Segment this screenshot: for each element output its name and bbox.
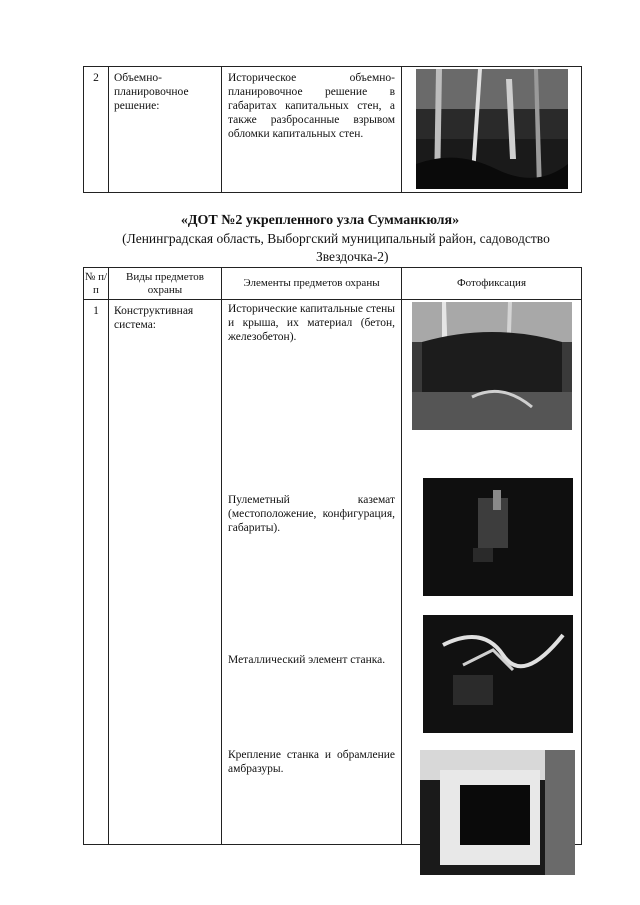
row-number: 2 bbox=[84, 67, 109, 193]
photo-bunker-exterior bbox=[412, 302, 572, 430]
protection-element: Историческое объемно-планировочное решение в габаритах капитальных стен, а также разбросанные взрывом обломки капитальных стен. bbox=[222, 67, 402, 193]
photo-embrasure bbox=[420, 750, 575, 875]
header-num: № п/п bbox=[84, 268, 109, 300]
photo-casemate bbox=[423, 478, 573, 596]
main-table bbox=[83, 267, 582, 845]
photo-metal-element bbox=[423, 615, 573, 733]
photo-cell bbox=[402, 67, 582, 193]
header-kind: Виды предметов охраны bbox=[109, 268, 222, 300]
table-row bbox=[84, 300, 582, 845]
element-metal: Металлический элемент станка. bbox=[228, 654, 386, 666]
photo-cell bbox=[402, 300, 582, 845]
subtitle-line2: Звездочка-2) bbox=[316, 249, 389, 264]
element-walls: Исторические капитальные стены и крыша, их материал (бетон, железобетон). bbox=[228, 303, 395, 343]
header-elements: Элементы предметов охраны bbox=[222, 268, 402, 300]
protection-kind: Конструктивная система: bbox=[109, 300, 222, 845]
top-table bbox=[83, 66, 582, 193]
subtitle-line1: (Ленинградская область, Выборгский муниципальный район, садоводство bbox=[122, 231, 550, 246]
table-row bbox=[84, 67, 582, 193]
protection-elements bbox=[222, 300, 402, 845]
page-title: «ДОТ №2 укрепленного узла Сумманкюля» bbox=[180, 213, 460, 228]
protection-kind: Объемно-планировочное решение: bbox=[109, 67, 222, 193]
header-photo: Фотофиксация bbox=[402, 268, 582, 300]
element-embrasure: Крепление станка и обрамление амбразуры. bbox=[228, 749, 395, 775]
photo-ruins-forest bbox=[416, 69, 568, 189]
row-number: 1 bbox=[84, 300, 109, 845]
element-casemate: Пулеметный каземат (местоположение, конфигурация, габариты). bbox=[228, 494, 395, 534]
header-row bbox=[84, 268, 582, 300]
